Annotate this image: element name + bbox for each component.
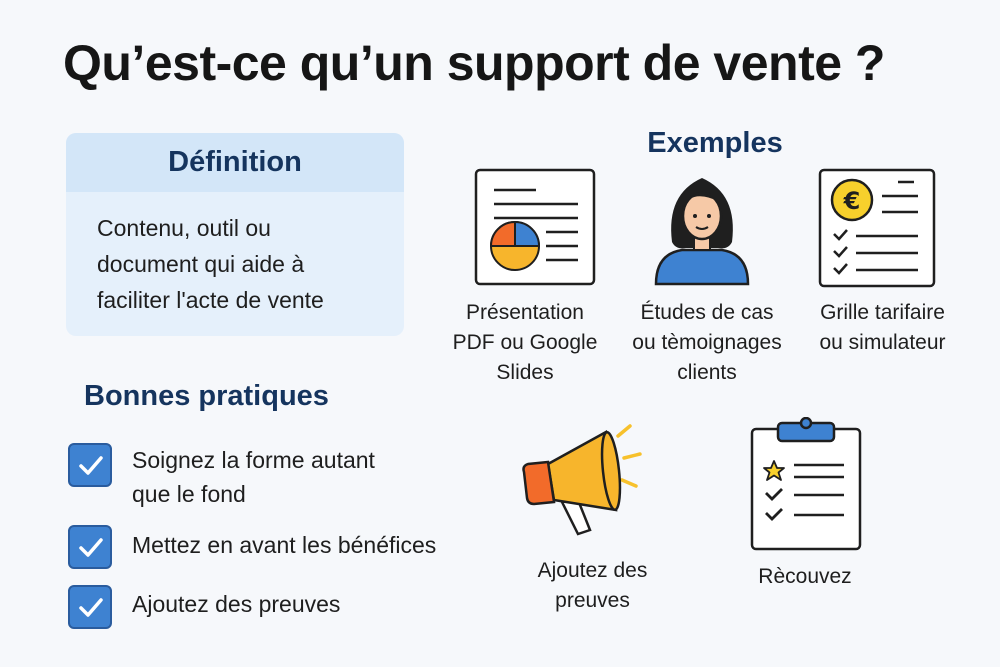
clipboard-checklist-icon <box>750 417 862 556</box>
examples-heading: Exemples <box>647 127 783 159</box>
definition-header <box>66 133 404 192</box>
price-list-euro-icon <box>818 168 936 293</box>
checkbox-checked-icon <box>68 525 112 569</box>
good-practices-heading: Bonnes pratiques <box>84 380 329 412</box>
page-title: Qu’est-ce qu’un support de vente ? <box>63 35 885 91</box>
checkbox-checked-icon <box>68 585 112 629</box>
practice-item-form: Soignez la forme autant que le fond <box>132 447 375 507</box>
svg-text:€: € <box>843 187 861 215</box>
definition-card <box>66 133 404 336</box>
megaphone-caption: Ajoutez des preuves <box>537 559 648 612</box>
example-caption-testimonials: Études de cas ou tèmoignages clients <box>632 301 782 384</box>
practice-item-benefits: Mettez en avant les bénéfices <box>132 532 437 558</box>
clipboard-caption: Rècouvez <box>758 565 852 588</box>
definition-heading: Définition <box>168 146 302 178</box>
megaphone-icon <box>518 422 644 543</box>
practice-item-proofs: Ajoutez des preuves <box>132 591 341 617</box>
example-caption-presentation: Présentation PDF ou Google Slides <box>452 301 598 384</box>
example-caption-pricing: Grille tarifaire ou simulateur <box>819 301 946 354</box>
definition-text: Contenu, outil ou document qui aide à faciliter l'acte de vente <box>97 215 324 313</box>
presentation-document-icon <box>474 168 596 291</box>
checkbox-checked-icon <box>68 443 112 487</box>
person-testimonial-icon <box>652 172 752 291</box>
